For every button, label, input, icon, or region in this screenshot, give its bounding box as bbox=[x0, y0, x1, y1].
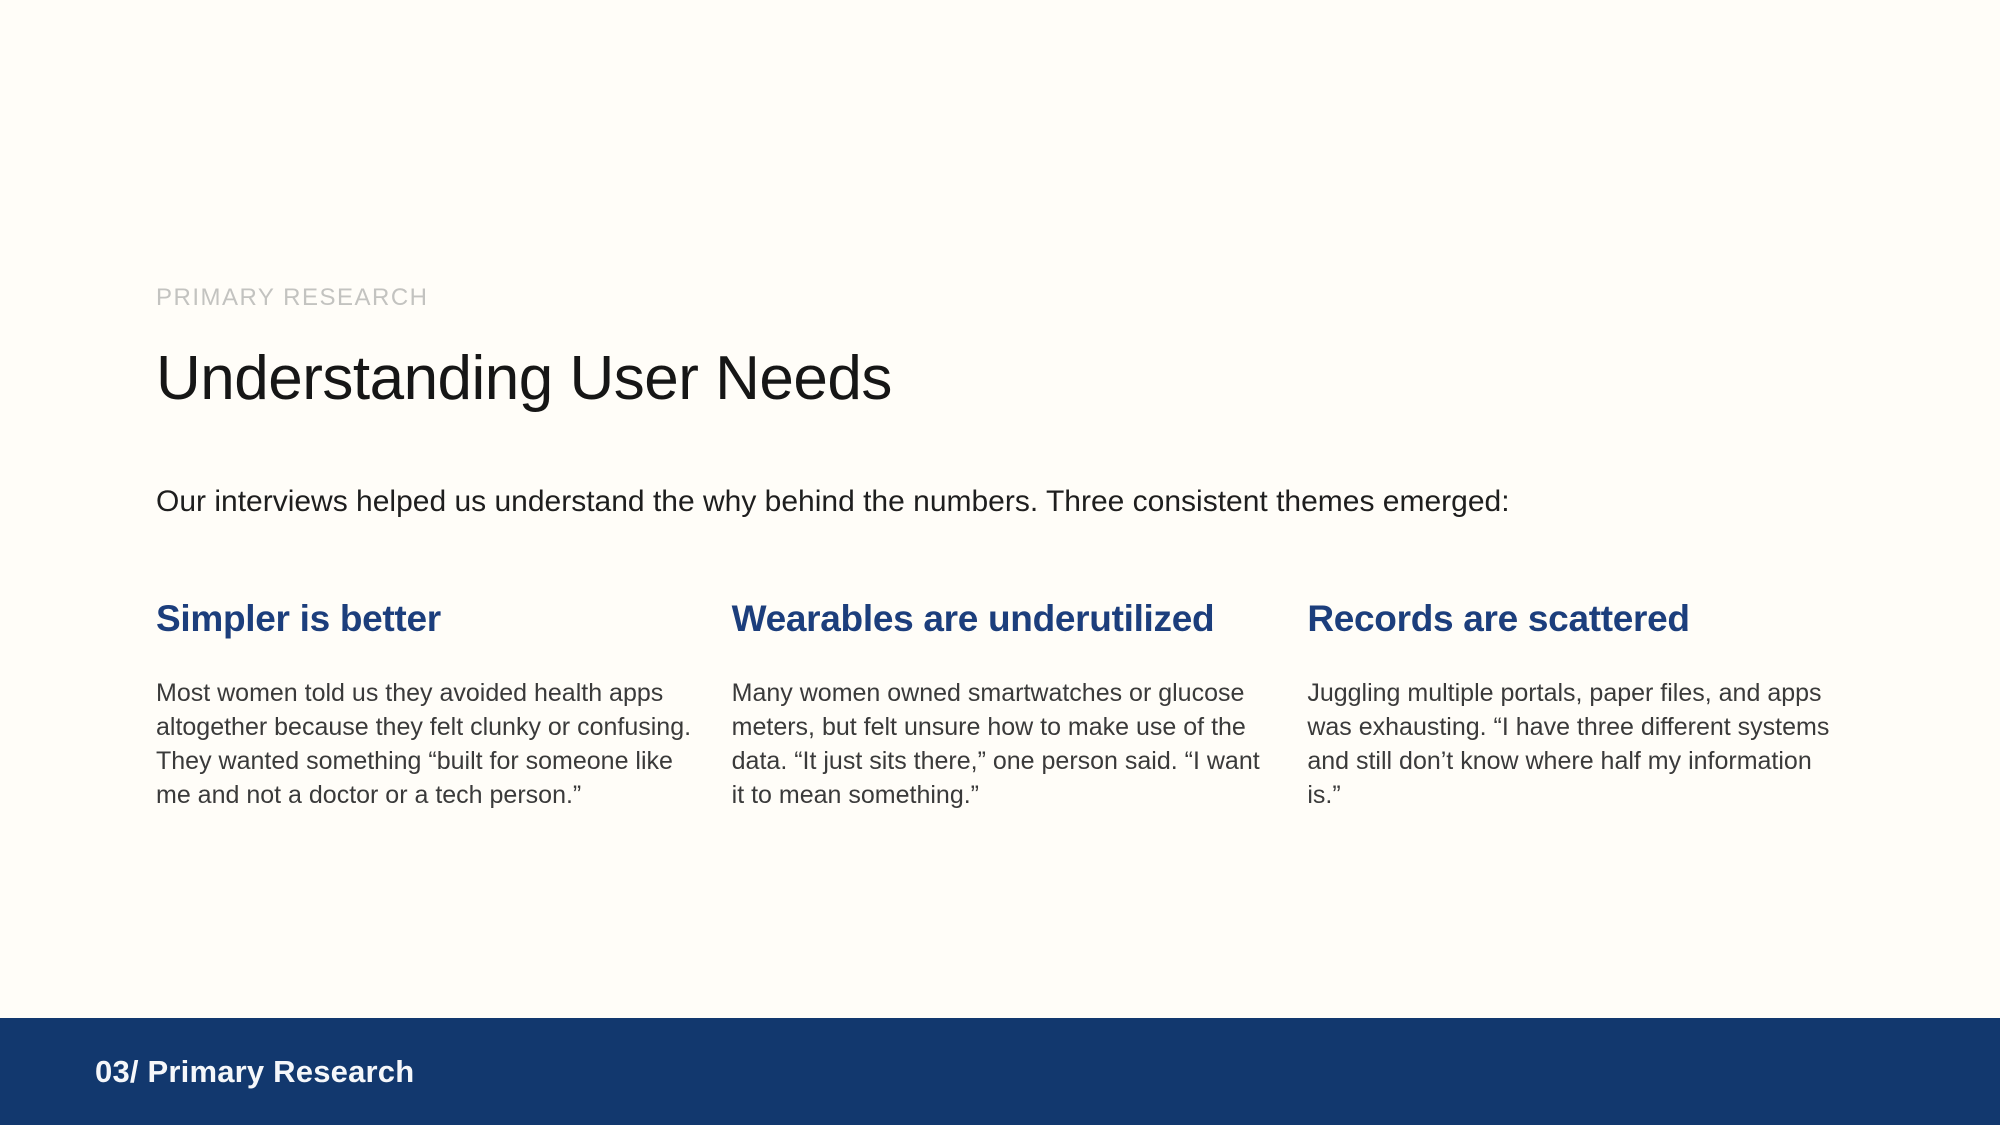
theme-column-records bbox=[1307, 600, 1845, 812]
footer-slide-label: 03/ Primary Research bbox=[95, 1053, 415, 1089]
theme-heading: Wearables are underutilized bbox=[731, 598, 1215, 639]
theme-body: Juggling multiple portals, paper files, and apps was exhausting. “I have three different systems and still don’t know where half my information is.” bbox=[1307, 679, 1830, 809]
themes-grid bbox=[156, 600, 1845, 812]
slide-content bbox=[156, 0, 1845, 812]
intro-text: Our interviews helped us understand the why behind the numbers. Three consistent themes emerged: bbox=[156, 485, 1510, 518]
theme-column-wearables bbox=[732, 600, 1270, 812]
page-title: Understanding User Needs bbox=[156, 344, 892, 413]
theme-column-simpler bbox=[156, 600, 694, 812]
section-eyebrow: PRIMARY RESEARCH bbox=[156, 284, 429, 311]
theme-heading: Simpler is better bbox=[156, 598, 441, 639]
theme-body: Many women owned smartwatches or glucose meters, but felt unsure how to make use of the data. “It just sits there,” one person said. “I want it to mean something.” bbox=[731, 679, 1260, 809]
theme-body: Most women told us they avoided health apps altogether because they felt clunky or confusing. They wanted something “built for someone like me and not a doctor or a tech person.” bbox=[156, 679, 692, 809]
footer-bar bbox=[0, 1018, 2000, 1125]
theme-heading: Records are scattered bbox=[1307, 598, 1690, 639]
